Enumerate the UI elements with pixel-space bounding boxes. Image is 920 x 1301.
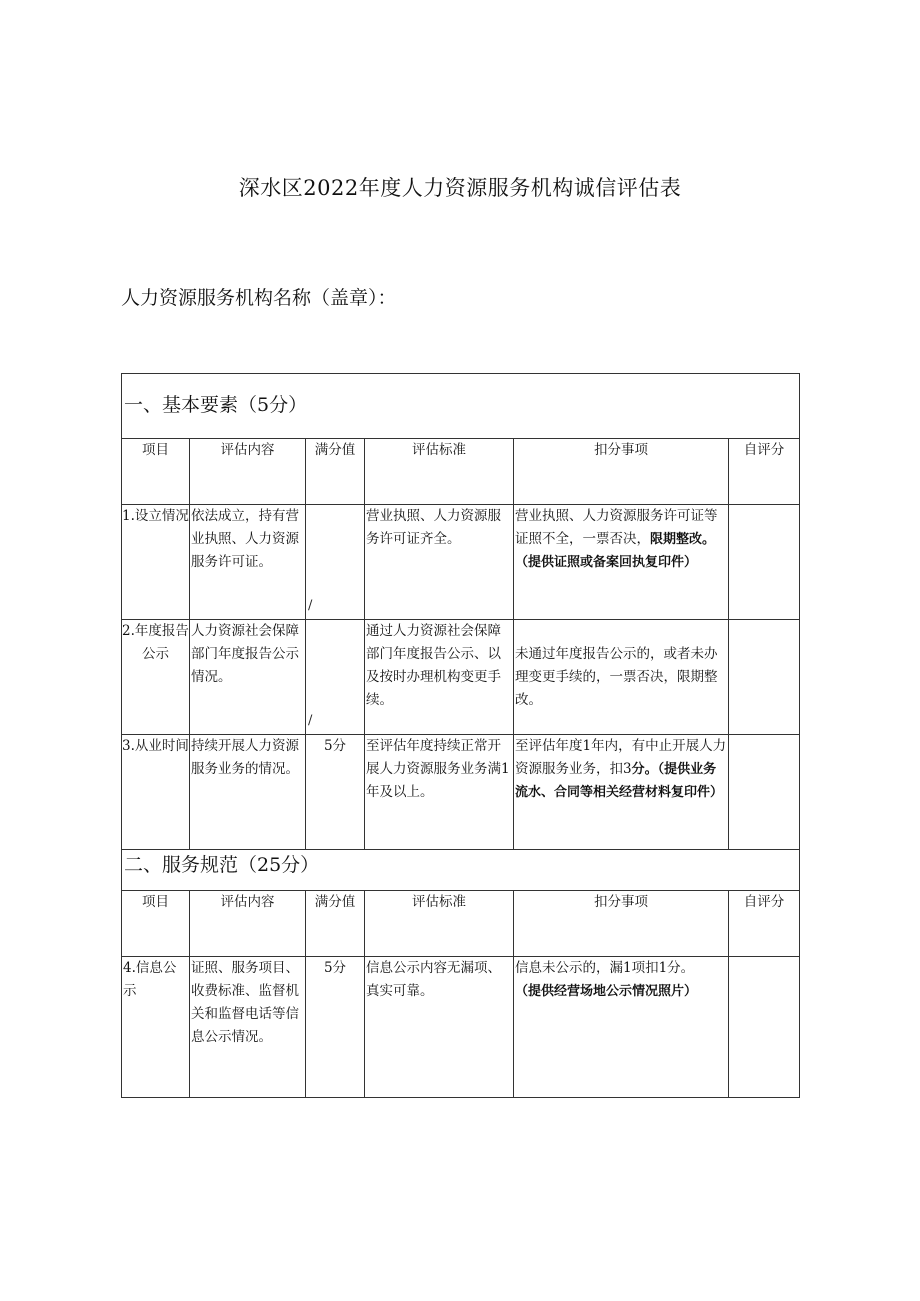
row-item: 4.信息公示 bbox=[122, 957, 190, 1098]
section-heading-row bbox=[122, 850, 800, 891]
row-item: 1.设立情况 bbox=[122, 505, 190, 620]
deduction-text: 信息未公示的，漏1项扣1分。 bbox=[515, 960, 695, 976]
section-heading: 一、基本要素（5分） bbox=[122, 374, 800, 439]
col-header-score: 满分值 bbox=[306, 439, 365, 505]
col-header-deduction: 扣分事项 bbox=[514, 891, 729, 957]
row-score: 5分 bbox=[306, 957, 365, 1098]
row-score bbox=[306, 620, 365, 735]
row-score: 5分 bbox=[306, 735, 365, 850]
col-header-item: 项目 bbox=[122, 891, 190, 957]
table-row bbox=[122, 505, 800, 620]
row-self-score bbox=[729, 505, 800, 620]
row-standard: 至评估年度持续正常开展人力资源服务业务满1年及以上。 bbox=[365, 735, 514, 850]
col-header-content: 评估内容 bbox=[190, 439, 306, 505]
deduction-text: 营业执照、人力资源服务许可证等证照不全，一票否决， bbox=[515, 508, 718, 547]
row-self-score bbox=[729, 620, 800, 735]
table-header-row bbox=[122, 439, 800, 505]
deduction-bold-text: （提供经营场地公示情况照片） bbox=[515, 984, 698, 999]
deduction-bold-text: 分。（提供业务流水、合同等相关经营材料复印件） bbox=[515, 762, 724, 800]
row-standard: 信息公示内容无漏项、真实可靠。 bbox=[365, 957, 514, 1098]
col-header-item: 项目 bbox=[122, 439, 190, 505]
table-row bbox=[122, 957, 800, 1098]
section-heading-row bbox=[122, 374, 800, 439]
row-item: 2.年度报告公示 bbox=[122, 620, 190, 735]
row-deduction bbox=[514, 620, 729, 735]
row-self-score bbox=[729, 735, 800, 850]
col-header-deduction: 扣分事项 bbox=[514, 439, 729, 505]
org-name-label: 人力资源服务机构名称（盖章）： bbox=[121, 287, 397, 309]
row-content: 持续开展人力资源服务业务的情况。 bbox=[190, 735, 306, 850]
row-self-score bbox=[729, 957, 800, 1098]
score-value: / bbox=[308, 598, 313, 613]
table-row bbox=[122, 735, 800, 850]
section-heading: 二、服务规范（25分） bbox=[122, 850, 800, 891]
row-item: 3.从业时间 bbox=[122, 735, 190, 850]
row-deduction bbox=[514, 957, 729, 1098]
row-content: 依法成立，持有营业执照、人力资源服务许可证。 bbox=[190, 505, 306, 620]
page-title: 深水区2022年度人力资源服务机构诚信评估表 bbox=[238, 176, 682, 200]
evaluation-table bbox=[121, 373, 800, 1098]
col-header-score: 满分值 bbox=[306, 891, 365, 957]
table-header-row bbox=[122, 891, 800, 957]
table-row bbox=[122, 620, 800, 735]
row-content: 人力资源社会保障部门年度报告公示情况。 bbox=[190, 620, 306, 735]
col-header-self-score: 自评分 bbox=[729, 891, 800, 957]
deduction-bold-text: 限期整改。（提供证照或备案回执复印件） bbox=[515, 532, 716, 570]
row-score bbox=[306, 505, 365, 620]
col-header-content: 评估内容 bbox=[190, 891, 306, 957]
row-deduction bbox=[514, 505, 729, 620]
deduction-text: 未通过年度报告公示的，或者未办理变更手续的，一票否决，限期整改。 bbox=[515, 646, 718, 708]
row-deduction bbox=[514, 735, 729, 850]
col-header-standard: 评估标准 bbox=[365, 891, 514, 957]
row-standard: 通过人力资源社会保障部门年度报告公示、以及按时办理机构变更手续。 bbox=[365, 620, 514, 735]
row-content: 证照、服务项目、收费标准、监督机关和监督电话等信息公示情况。 bbox=[190, 957, 306, 1098]
col-header-standard: 评估标准 bbox=[365, 439, 514, 505]
deduction-text: 至评估年度1年内，有中止开展人力资源服务业务，扣3 bbox=[515, 738, 727, 777]
row-standard: 营业执照、人力资源服务许可证齐全。 bbox=[365, 505, 514, 620]
col-header-self-score: 自评分 bbox=[729, 439, 800, 505]
score-value: / bbox=[308, 713, 313, 728]
